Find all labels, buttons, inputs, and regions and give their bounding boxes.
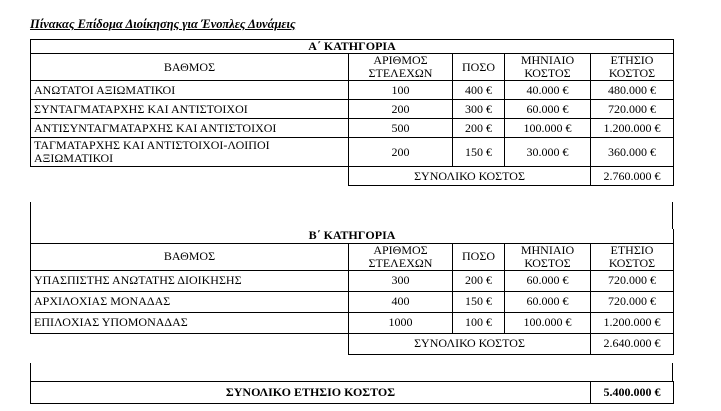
- grand-total-value: 5.400.000 €: [591, 382, 674, 404]
- subtotal-row: [31, 167, 674, 186]
- monthly-cell: 60.000 €: [505, 291, 591, 312]
- grand-total-label: ΣΥΝΟΛΙΚΟ ΕΤΗΣΙΟ ΚΟΣΤΟΣ: [31, 382, 591, 404]
- rank-cell: ΣΥΝΤΑΓΜΑΤΑΡΧΗΣ ΚΑΙ ΑΝΤΙΣΤΟΙΧΟΙ: [31, 100, 349, 119]
- amount-cell: 150 €: [453, 291, 505, 312]
- amount-cell: 300 €: [453, 100, 505, 119]
- amount-cell: 200 €: [453, 270, 505, 291]
- category-a-table: [30, 39, 674, 186]
- staff-cell: 100: [349, 81, 453, 100]
- category-b-total-value: 2.640.000 €: [591, 333, 674, 354]
- table-row: [31, 81, 674, 100]
- monthly-cell: 30.000 €: [505, 138, 591, 167]
- staff-cell: 300: [349, 270, 453, 291]
- category-a-total-label: ΣΥΝΟΛΙΚΟ ΚΟΣΤΟΣ: [349, 167, 591, 186]
- annual-cell: 720.000 €: [591, 100, 674, 119]
- annual-cell: 1.200.000 €: [591, 119, 674, 138]
- rank-cell: ΕΠΙΛΟΧΙΑΣ ΥΠΟΜΟΝΑΔΑΣ: [31, 312, 349, 333]
- col-amount-header: ΠΟΣΟ: [453, 243, 505, 270]
- category-a-heading: Α΄ ΚΑΤΗΓΟΡΙΑ: [31, 40, 674, 54]
- table-row: [31, 270, 674, 291]
- table-row: [31, 312, 674, 333]
- monthly-cell: 60.000 €: [505, 270, 591, 291]
- monthly-cell: 60.000 €: [505, 100, 591, 119]
- table-row: [31, 100, 674, 119]
- rank-cell: ΑΝΩΤΑΤΟΙ ΑΞΙΩΜΑΤΙΚΟΙ: [31, 81, 349, 100]
- col-rank-header: ΒΑΘΜΟΣ: [31, 54, 349, 81]
- rank-cell: ΑΡΧΙΛΟΧΙΑΣ ΜΟΝΑΔΑΣ: [31, 291, 349, 312]
- annual-cell: 720.000 €: [591, 270, 674, 291]
- annual-cell: 720.000 €: [591, 291, 674, 312]
- rank-cell: ΑΝΤΙΣΥΝΤΑΓΜΑΤΑΡΧΗΣ ΚΑΙ ΑΝΤΙΣΤΟΙΧΟΙ: [31, 119, 349, 138]
- col-monthly-header: ΜΗΝΙΑΙΟ ΚΟΣΤΟΣ: [505, 243, 591, 270]
- amount-cell: 400 €: [453, 81, 505, 100]
- col-staff-header: ΑΡΙΘΜΟΣ ΣΤΕΛΕΧΩΝ: [349, 243, 453, 270]
- monthly-cell: 100.000 €: [505, 312, 591, 333]
- document-title: Πίνακας Επίδομα Διοίκησης για Ένοπλες Δυνάμεις: [30, 17, 296, 31]
- staff-cell: 500: [349, 119, 453, 138]
- rank-cell: ΤΑΓΜΑΤΑΡΧΗΣ ΚΑΙ ΑΝΤΙΣΤΟΙΧΟΙ-ΛΟΙΠΟΙ ΑΞΙΩΜΑΤΙΚΟΙ: [31, 138, 349, 167]
- category-b-table: [30, 229, 674, 355]
- staff-cell: 200: [349, 100, 453, 119]
- category-b-heading: Β΄ ΚΑΤΗΓΟΡΙΑ: [31, 229, 674, 243]
- staff-cell: 200: [349, 138, 453, 167]
- annual-cell: 480.000 €: [591, 81, 674, 100]
- table-row: [31, 138, 674, 167]
- category-a-total-value: 2.760.000 €: [591, 167, 674, 186]
- col-annual-header: ΕΤΗΣΙΟ ΚΟΣΤΟΣ: [591, 243, 674, 270]
- monthly-cell: 100.000 €: [505, 119, 591, 138]
- subtotal-row: [31, 333, 674, 354]
- category-b-total-label: ΣΥΝΟΛΙΚΟ ΚΟΣΤΟΣ: [349, 333, 591, 354]
- frame-gap-a: [30, 202, 673, 229]
- monthly-cell: 40.000 €: [505, 81, 591, 100]
- annual-cell: 1.200.000 €: [591, 312, 674, 333]
- amount-cell: 200 €: [453, 119, 505, 138]
- staff-cell: 400: [349, 291, 453, 312]
- frame-gap-b: [30, 363, 673, 381]
- col-amount-header: ΠΟΣΟ: [453, 54, 505, 81]
- col-monthly-header: ΜΗΝΙΑΙΟ ΚΟΣΤΟΣ: [505, 54, 591, 81]
- amount-cell: 150 €: [453, 138, 505, 167]
- annual-cell: 360.000 €: [591, 138, 674, 167]
- col-staff-header: ΑΡΙΘΜΟΣ ΣΤΕΛΕΧΩΝ: [349, 54, 453, 81]
- grand-total-table: [30, 381, 674, 404]
- amount-cell: 100 €: [453, 312, 505, 333]
- col-rank-header: ΒΑΘΜΟΣ: [31, 243, 349, 270]
- table-row: [31, 119, 674, 138]
- col-annual-header: ΕΤΗΣΙΟ ΚΟΣΤΟΣ: [591, 54, 674, 81]
- rank-cell: ΥΠΑΣΠΙΣΤΗΣ ΑΝΩΤΑΤΗΣ ΔΙΟΙΚΗΣΗΣ: [31, 270, 349, 291]
- staff-cell: 1000: [349, 312, 453, 333]
- table-row: [31, 291, 674, 312]
